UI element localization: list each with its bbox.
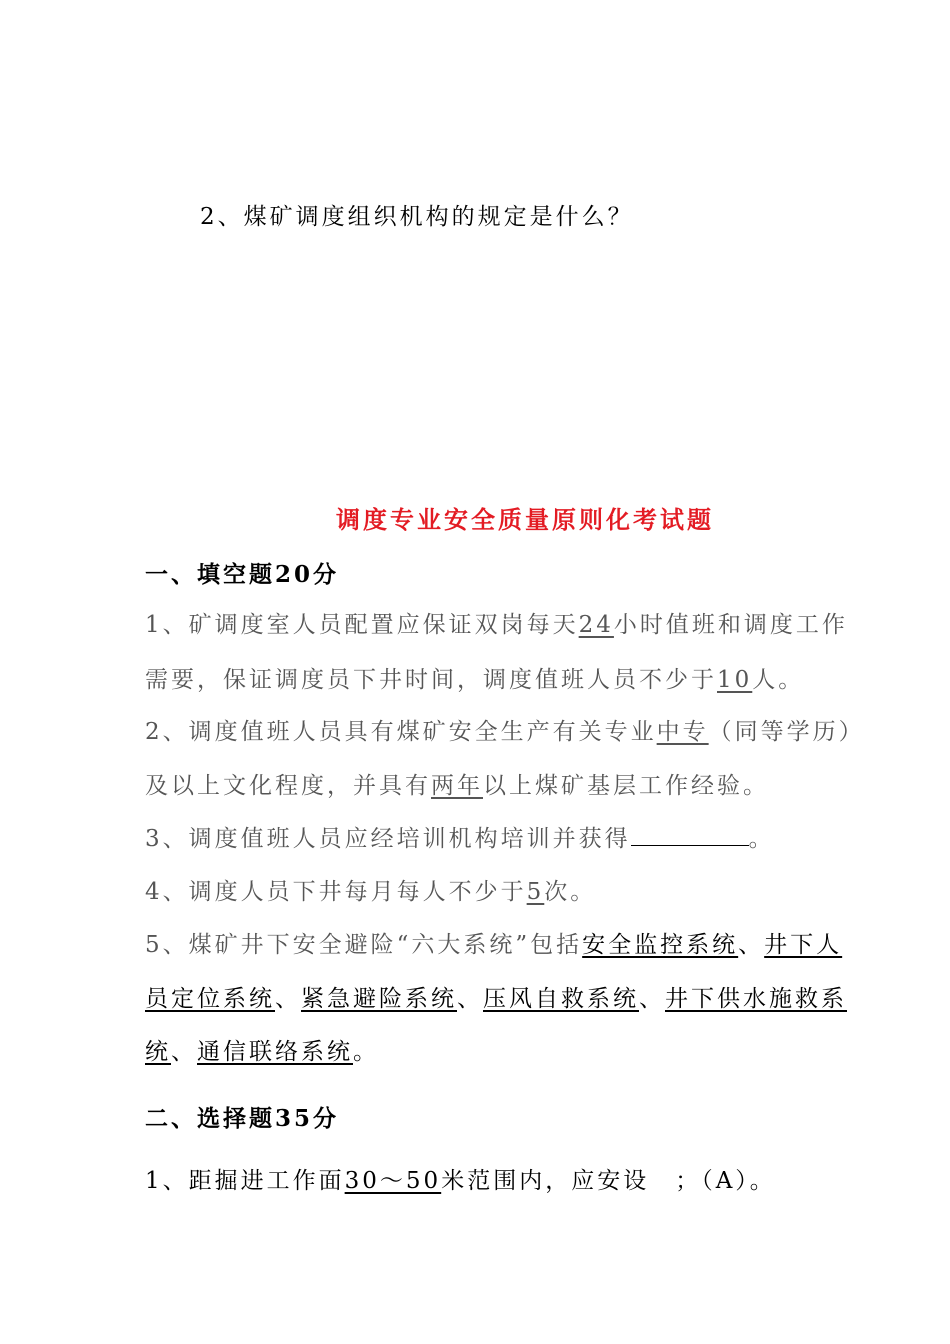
fill-q2-line2 <box>145 767 769 800</box>
answer: 井下人 <box>764 932 843 958</box>
choice-q1 <box>145 1162 776 1195</box>
answer: 压风自救系统 <box>483 986 639 1012</box>
answer: 30～50 <box>344 1168 442 1194</box>
text: 小时值班和调度工作 <box>613 612 848 638</box>
text: 1、矿调度室人员配置应保证双岗每天 <box>145 612 579 638</box>
text: ；（A）。 <box>675 1168 776 1194</box>
separator: 、 <box>639 986 665 1012</box>
text: 5、煤矿井下安全避险“六大系统”包括 <box>145 932 583 958</box>
fill-q4 <box>145 873 596 906</box>
answer: 中专 <box>656 719 709 745</box>
answer: 井下供水施救系 <box>665 986 847 1012</box>
text: 以上煤矿基层工作经验。 <box>483 773 769 799</box>
text: 人。 <box>752 667 805 693</box>
text: 3、调度值班人员应经培训机构培训并获得 <box>145 826 631 852</box>
fill-q5-line3 <box>145 1033 379 1066</box>
text: 1、距掘进工作面 <box>145 1168 345 1194</box>
text: 需要，保证调度员下井时间，调度值班人员不少于 <box>145 667 717 693</box>
fill-q5-line1 <box>145 926 842 959</box>
answer: 通信联络系统 <box>197 1039 353 1065</box>
separator: 、 <box>171 1039 197 1065</box>
text: 。 <box>353 1039 379 1065</box>
answer: 紧急避险系统 <box>301 986 457 1012</box>
fill-q1-line2 <box>145 661 804 694</box>
section-1-heading: 一、填空题20分 <box>145 561 340 588</box>
answer-blank[interactable] <box>631 827 749 846</box>
fill-q5-line2 <box>145 980 847 1013</box>
text: 2、调度值班人员具有煤矿安全生产有关专业 <box>145 719 657 745</box>
separator: 、 <box>738 932 765 958</box>
section-2-heading: 二、选择题35分 <box>145 1105 340 1132</box>
fill-q3 <box>145 820 775 853</box>
text: 4、调度人员下井每月每人不少于 <box>145 879 527 905</box>
fill-q1-line1 <box>145 606 848 639</box>
answer: 员定位系统 <box>145 986 275 1012</box>
separator: 、 <box>275 986 301 1012</box>
answer: 10 <box>717 667 753 693</box>
answer: 两年 <box>431 773 483 799</box>
text: （同等学历） <box>708 719 865 745</box>
answer: 统 <box>145 1039 171 1065</box>
text: 米范围内，应安设 <box>441 1168 650 1194</box>
answer: 5 <box>526 879 545 905</box>
text: 。 <box>748 826 775 852</box>
exam-title: 调度专业安全质量原则化考试题 <box>336 505 714 534</box>
separator: 、 <box>457 986 483 1012</box>
question-2-text: 2、煤矿调度组织机构的规定是什么？ <box>200 204 634 230</box>
text: 及以上文化程度，并具有 <box>145 773 431 799</box>
answer: 24 <box>578 612 614 638</box>
fill-q2-line1 <box>145 713 865 746</box>
answer: 安全监控系统 <box>582 932 739 958</box>
text: 次。 <box>544 879 597 905</box>
